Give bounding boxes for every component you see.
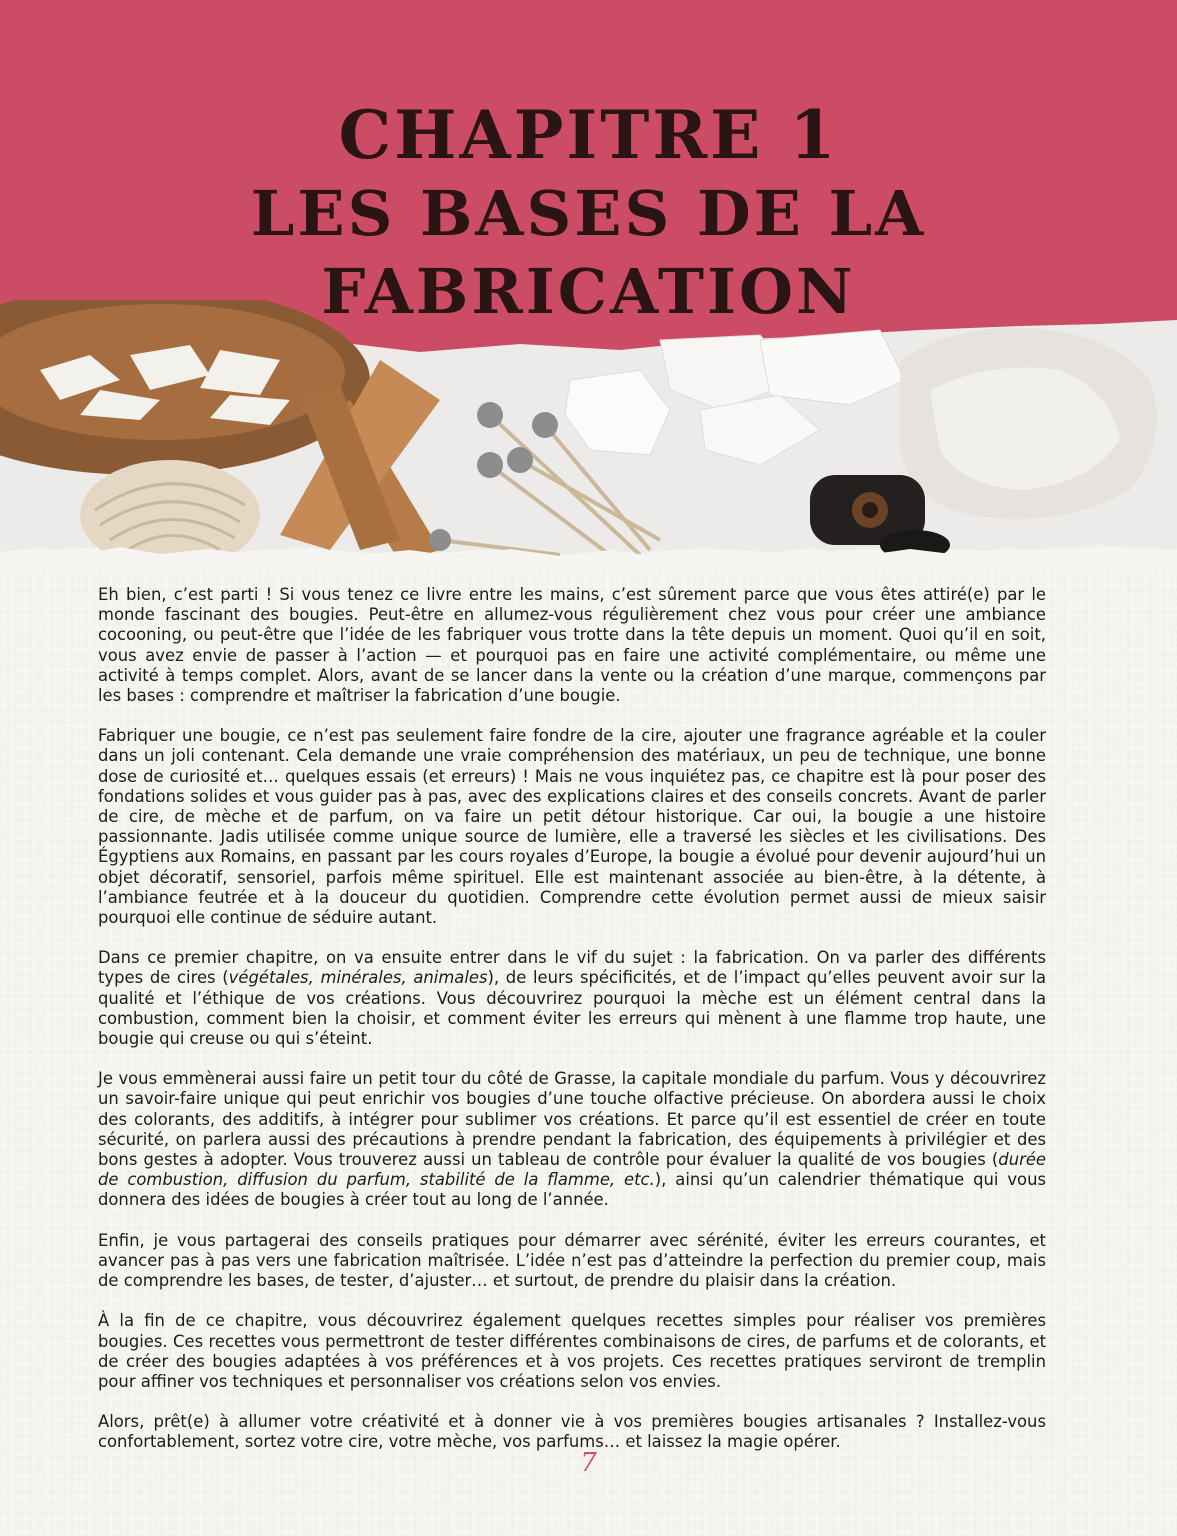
paragraph-text: À la fin de ce chapitre, vous découvrirez également quelques recettes simples pour réaliser vos premières bougies. Ces recettes vous permettront de tester différentes combinaisons de cires, de parfums et de colorants, et de créer des bougies adaptées à vos préférences et à vos projets. Ces recettes pratiques serviront de tremplin pour affiner vos techniques et personnaliser vos créations selon vos envies.: [98, 1311, 1046, 1391]
chapter-heading: LES BASES DE LA FABRICATION: [250, 177, 927, 328]
paragraph-text: Eh bien, c’est parti ! Si vous tenez ce livre entre les mains, c’est sûrement parce que vous êtes attiré(e) par le monde fascinant des bougies. Peut-être en allumez-vous régulièrement chez vous pour créer une ambiance cocooning, ou peut-être que l’idée de les fabriquer vous trotte dans la tête depuis un moment. Quoi qu’il en soit, vous avez envie de passer à l’action — et pourquoi pas en faire une activité complémentaire, ou même une activité à temps complet. Alors, avant de se lancer dans la vente ou la création d’une marque, commençons par les bases : comprendre et maîtriser la fabrication d’une bougie.: [98, 585, 1046, 706]
body-paragraph: [98, 726, 1046, 928]
paragraph-text: ), de leurs spécificités, et de l’impact qu’elles peuvent avoir sur la qualité et l’éthique de vos créations. Vous découvrirez pourquoi la mèche est un élément central dans la combustion, comment bien la choisir, et comment éviter les erreurs qui mènent à une flamme trop haute, une bougie qui creuse ou qui s’éteint.: [98, 968, 1046, 1049]
body-paragraph: [98, 1069, 1046, 1210]
paragraph-text: Enfin, je vous partagerai des conseils pratiques pour démarrer avec sérénité, éviter les erreurs courantes, et avancer pas à pas vers une fabrication maîtrisée. L’idée n’est pas d’atteindre la perfection du premier coup, mais de comprendre les bases, de tester, d’ajuster… et surtout, de prendre du plaisir dans la création.: [98, 1230, 1046, 1291]
paragraph-text: Fabriquer une bougie, ce n’est pas seulement faire fondre de la cire, ajouter une fragrance agréable et la couler dans un joli contenant. Cela demande une vraie compréhension des matériaux, un peu de technique, une bonne dose de curiosité et… quelques essais (et erreurs) ! Mais ne vous inquiétez pas, ce chapitre est là pour poser des fondations solides et vous guider pas à pas, avec des explications claires et des conseils concrets. Avant de parler de cire, de mèche et de parfum, on va faire un petit détour historique. Car oui, la bougie a une histoire passionnante. Jadis utilisée comme unique source de lumière, elle a traversé les siècles et les civilisations. Des Égyptiens aux Romains, en passant par les cours royales d’Europe, la bougie a évolué pour devenir aujourd’hui un objet décoratif, sensoriel, parfois même spirituel. Elle est maintenant associée au bien-être, à la détente, à l’ambiance feutrée et à la douceur du quotidien. Comprendre cette évolution permet aussi de mieux saisir pourquoi elle continue de séduire autant.: [98, 726, 1046, 928]
italic-text: végétales, minérales, animales: [228, 968, 488, 988]
chapter-number: CHAPITRE 1: [338, 96, 839, 174]
body-paragraph: [98, 948, 1046, 1049]
header-photo: [0, 300, 1177, 570]
paragraph-text: Je vous emmènerai aussi faire un petit tour du côté de Grasse, la capitale mondiale du parfum. Vous y découvrirez un savoir-faire unique qui peut enrichir vos bougies d’une touche olfactive précieuse. On abordera aussi le choix des colorants, des additifs, à intégrer pour sublimer vos créations. Et parce qu’il est essentiel de créer en toute sécurité, on parlera aussi des précautions à prendre pendant la fabrication, des équipements à privilégier et des bons gestes à adopter. Vous trouverez aussi un tableau de contrôle pour évaluer la qualité de vos bougies (: [98, 1069, 1046, 1170]
paragraph-text: ), ainsi qu’un calendrier thématique qui vous donnera des idées de bougies à créer tout au long de l’année.: [98, 1170, 1046, 1210]
body-paragraph: [98, 1311, 1046, 1392]
body-paragraph: [98, 1231, 1046, 1292]
paragraph-text: Alors, prêt(e) à allumer votre créativité et à donner vie à vos premières bougies artisanales ? Installez-vous confortablement, sortez votre cire, votre mèche, vos parfums… et laissez la magie opérer.: [98, 1412, 1046, 1452]
chapter-body: [98, 585, 1046, 1473]
body-paragraph: [98, 585, 1046, 706]
paragraph-text: Dans ce premier chapitre, on va ensuite entrer dans le vif du sujet : la fabrication. On va parler des différents types de cires (: [98, 948, 1046, 988]
italic-text: durée de combustion, diffusion du parfum, stabilité de la flamme, etc.: [98, 1150, 1046, 1190]
page-number: 7: [580, 1448, 597, 1478]
chapter-title: [0, 95, 1177, 331]
body-paragraph: [98, 1412, 1046, 1452]
